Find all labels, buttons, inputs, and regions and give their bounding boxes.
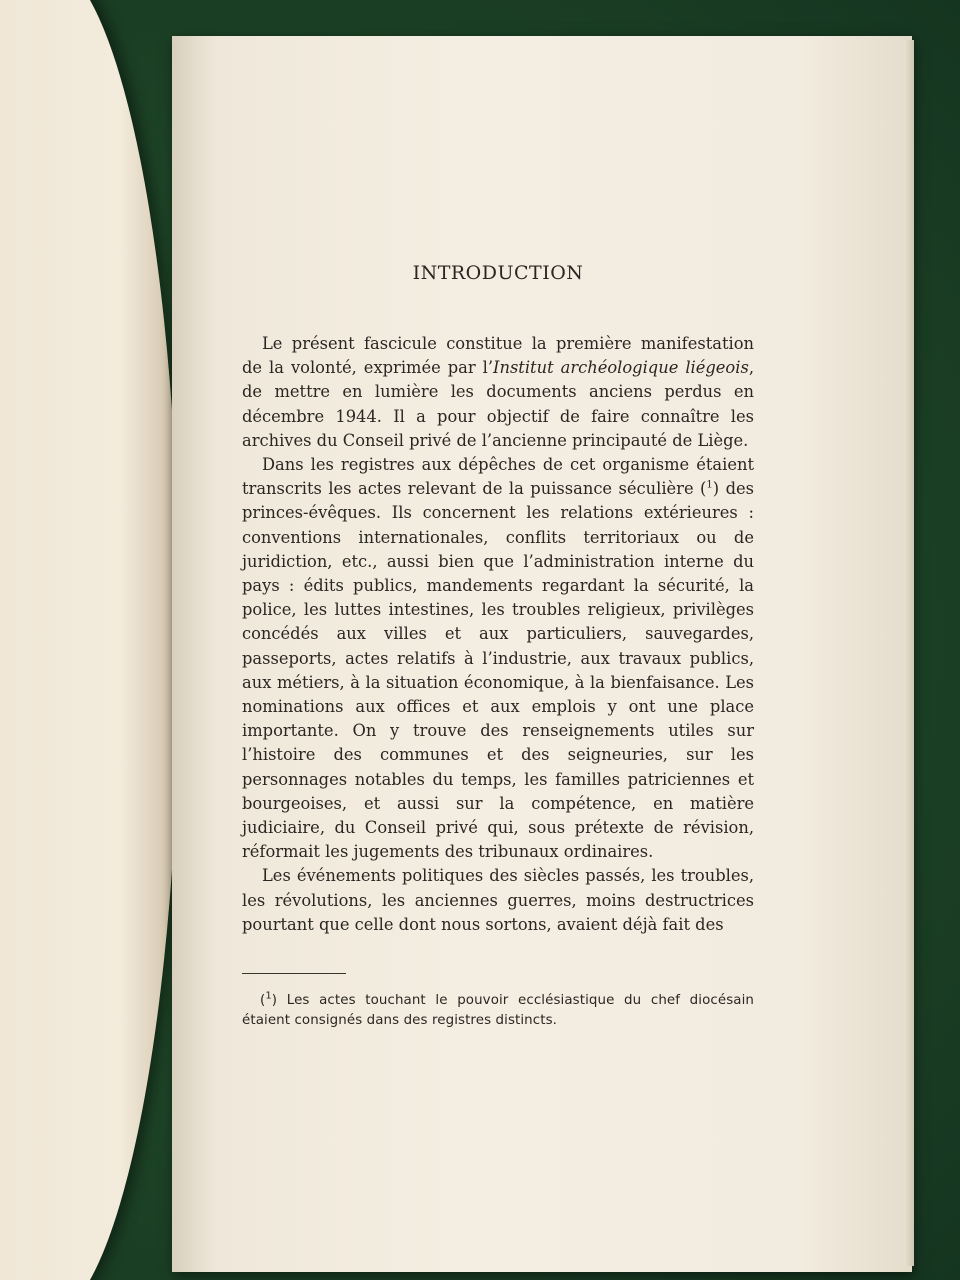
- footnote-marker: 1: [265, 990, 272, 1002]
- paragraph-2-text-a: Dans les registres aux dépêches de cet organisme étaient transcrits les actes relevant de la puissance séculière (: [242, 455, 754, 499]
- paragraph-1-text-b: , de mettre en lumière les documents anciens perdus en décembre 1944. Il a pour objectif de faire connaître les archives du Conseil privé de l’ancienne principauté de Liège.: [242, 358, 754, 450]
- footnote-divider: [242, 973, 346, 974]
- paragraph-1-text-a: Le présent fascicule constitue la première manifestation de la volonté, exprimée par l’: [242, 334, 754, 378]
- page-title: INTRODUCTION: [412, 262, 584, 284]
- paragraph-2: [242, 453, 754, 864]
- footnote-reference: 1: [706, 479, 713, 491]
- institute-name: Institut archéologique liégeois: [493, 358, 749, 378]
- footnote-text: Les actes touchant le pouvoir ecclésiastique du chef diocésain étaient consignés dans des registres distincts.: [242, 993, 754, 1029]
- footnote: ($^1$) Les actes touchant le pouvoir ecclésiastique du chef diocésain étaient consignés dans des registres distincts.: [242, 990, 754, 1029]
- page-text: [242, 262, 754, 1031]
- paragraph-1: [242, 332, 754, 453]
- page-edge: [904, 40, 914, 1266]
- left-page-blank: [0, 0, 180, 1280]
- paragraph-2-text-b: ) des princes-évêques. Ils concernent les relations extérieures : conventions internationales, conflits territoriaux ou de juridiction, etc., aussi bien que l’administration interne du pays : édits publics, mandements regardant la sécurité, la police, les luttes intestines, les troubles religieux, privilèges concédés aux villes et aux particuliers, sauvegardes, passeports, actes relatifs à l’industrie, aux travaux publics, aux métiers, à la situation économique, à la bienfaisance. Les nominations aux offices et aux emplois y ont une place importante. On y trouve des renseignements utiles sur l’histoire des communes et des seigneuries, sur les personnages notables du temps, les familles patriciennes et bourgeoises, et aussi sur la compétence, en matière judiciaire, du Conseil privé qui, sous prétexte de révision, réformait les jugements des tribunaux ordinaires.: [242, 479, 754, 862]
- paragraph-3: [242, 864, 754, 937]
- paragraph-3-text: Les événements politiques des siècles passés, les troubles, les révolutions, les anciennes guerres, moins destructrices pourtant que celle dont nous sortons, avaient déjà fait des: [242, 866, 754, 934]
